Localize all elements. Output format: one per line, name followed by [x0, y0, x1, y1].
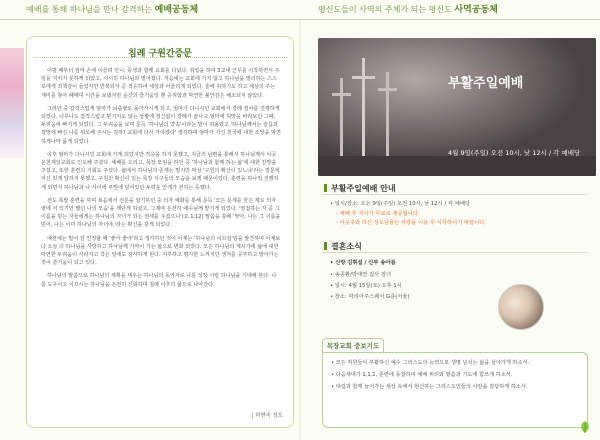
- wedding-line: • 신랑 김휘섭 / 신부 송아름: [330, 260, 396, 266]
- easter-line: • 일시/장소: 오는 9일(주일) 오전 10시, 낮 12시 / 각 예배당: [330, 201, 471, 207]
- notice-item: • 모든 직원들이 부활하신 예수 그리스도의 능력으로 생명 넘치는 삶을 살아가게 하소서.: [331, 360, 530, 366]
- easter-note: - 예배 후 식사가 무료로 제공됩니다.: [336, 211, 420, 217]
- flower-decoration: [0, 48, 24, 158]
- wedding-line: • 일시: 4월 15일(토) 오후 1시: [330, 283, 402, 289]
- header-right: [300, 0, 600, 20]
- author-signature: | 하현숙 성도: [251, 413, 283, 419]
- card-title: 침례 구원간증문: [128, 49, 192, 59]
- banner-subtitle: 4월 9일(주일) 오전 10시, 낮 12시 / 각 예배당: [448, 149, 581, 157]
- wedding-line: • 장소: 마리아주스퀘어 G층(서울): [330, 294, 410, 300]
- heading-bar: [324, 184, 327, 192]
- easter-heading-text: 부활주일예배 안내: [331, 184, 396, 193]
- testimony-article: [41, 67, 281, 294]
- header-left-strong: 예배공동체: [154, 5, 199, 15]
- notice-item: • 다음세대가 1,1,1, 훈련에 동참하여 예배 위리와 말씀과 기도에 힘쓰게 하소서.: [331, 372, 513, 378]
- header-left: [0, 0, 300, 20]
- header-right-strong: 사역공동체: [454, 5, 498, 15]
- notice-tab: 목장교회 중보기도: [322, 338, 384, 353]
- heading-bar: [324, 242, 327, 250]
- couple-photo: [498, 284, 544, 330]
- paragraph: 이후 엄마가 다니시던 교회에 가게 되었지만 적응을 하지 못했고, 지금의 남편을 통해서 하나님께서 이곳 온천제일교회로 인도해 주셨다. 예배를 드리고, 목장 모임을 하던 중 '하나님과 함께 하는 삶'에 대한 갈망을 주셨고, 또한 훈련의 기회도 주셨다. 삶에서 하나님의 존재는 멀지만 막상 '구원의 확신이 있느냐'라는 질문에 자신 있게 답하지 못했고, 구원의 확신이 있는 목장 식구들의 모습을 보게 때문이었다. 훈련을 하나씩 진행하게 되면서 하나님과 나 사이에 쿠빌에 덮여있던 두려운 안개가 걷히는 듯했다.: [41, 151, 280, 191]
- banner-title: 부활주일예배: [448, 76, 524, 91]
- wedding-line: • 송종환/박태연 집사 장녀: [330, 272, 392, 278]
- paragraph: 하나님의 말씀으로 하나님의 계획을 세우는 하나님의 동역자로 나를 성장 시킬 하나님을 기대해 본다. 나를 도우시고 이끄시는 하나님을 온전히 신뢰하며 침례 이후의 삶으로 나아간다.: [41, 273, 277, 288]
- paragraph: 예전에는 멀어 잘 인정할 때 '좋아 좋아'라고 생각하던 것이 이제는 '하나님의 이끄심'임을 발견하며 이제보다 오늘 더 하나님을 사랑하고 하나님께 가까이 가는 삶으로 변화 되었다. 모든 하나님의 계시가에 삶에 대한 막연한 두려움이 사라지고 작은 일에도 감사하게 된다. 지루하고 평가한 느껴지던 생겨를 공부하고 말아가는 것이 즐거움이 되고 있다.: [41, 235, 281, 267]
- easter-note: - 이웃주와 하신 성도님들은 차량을 이용 후 식사하시기 바랍니다.: [336, 220, 487, 226]
- paragraph: 어릴 때부터 엄마 손에 이끌려 언니, 동생과 함께 교회를 다녔다. 취업을 하여 3교대 근무를 시작하면서 주일을 지키지 못하게 되었고, 서서히 하나님과 멀어졌다. 처음에는 교회에 가지 않고 하나님을 멀리하는 스스로에게 죄책감이 들었지만 반복되자 곧 적응하여 세상과 어울리게 되었다. 술에 취하기도 하고 세상의 주는 재미를 찾아 헤매며 시간을 보냈지만 순간의 즐거움일 뿐 공허함과 막연한 불안감은 해소되지 않았다.: [41, 68, 280, 99]
- testimony-card: [26, 36, 294, 428]
- leaf-icon: [578, 420, 592, 434]
- paragraph: 그러던 중 갑작스럽게 엄마가 뇌출혈로 돌아가시게 되고, 엄마가 다니시던 교회에서 장례 절차를 진행하게 되었다. 너무나도 갑작스럽고 믿기지도 않는 상황에 정신없이 장례가 끝나고 엄마에 허망을 바라보던 그때, 두려움에 빠지게 되었다. 그 두려움을 보며 문득 '하나님의 약속'이라는 말이 떠올랐고 '하나님께서는 슬픔과 절망에 빠진 나를 위로해 주시는 걸까? 교회에 다시 가야겠다' 생각하며 엄마가 가신 천국에 대한 소망을 막연하게나마 품게 되었다.: [41, 105, 281, 145]
- paragraph: 전도 폭발 훈련을 하며 복음에서 전문을 암기하던 중 의자 예화를 통해 문득 '모든 문제를 만든 제로 의자 옆에 서 있기만 했던 나의 모습'을 깨닫게 하셨고, 그제야 온전히 예수님께 맡기게 되었다. '영접하는 자 곧 그 이름을 믿는 자들에게는 하나님의 자녀가 되는 권세를 주셨으니'(요 1:12) 말씀을 통해 '맞아, 나는 그 이름을 믿어, 나는 이미 하나님의 자녀야,'라는 확신을 갖게 되었다.: [41, 197, 281, 229]
- notice-item: • 대림과 함께 늘어가는 새상 속에서 현신하는 그리스도인들의 사랑을 감당하게 하소서.: [331, 384, 528, 390]
- wedding-divider: [322, 252, 588, 253]
- header-left-prefix: 예배를 통해 하나님을 만나 감격하는: [26, 5, 153, 14]
- wedding-heading: [324, 241, 362, 252]
- easter-heading: [324, 183, 396, 194]
- easter-banner: [318, 38, 596, 176]
- page-spine: [299, 20, 301, 440]
- wedding-heading-text: 결혼소식: [331, 242, 362, 251]
- easter-divider: [322, 194, 588, 195]
- notice-box: [322, 352, 588, 428]
- card-title-bar: [33, 41, 287, 58]
- header-right-prefix: 평신도들이 사역의 주체가 되는 평신도: [318, 5, 452, 14]
